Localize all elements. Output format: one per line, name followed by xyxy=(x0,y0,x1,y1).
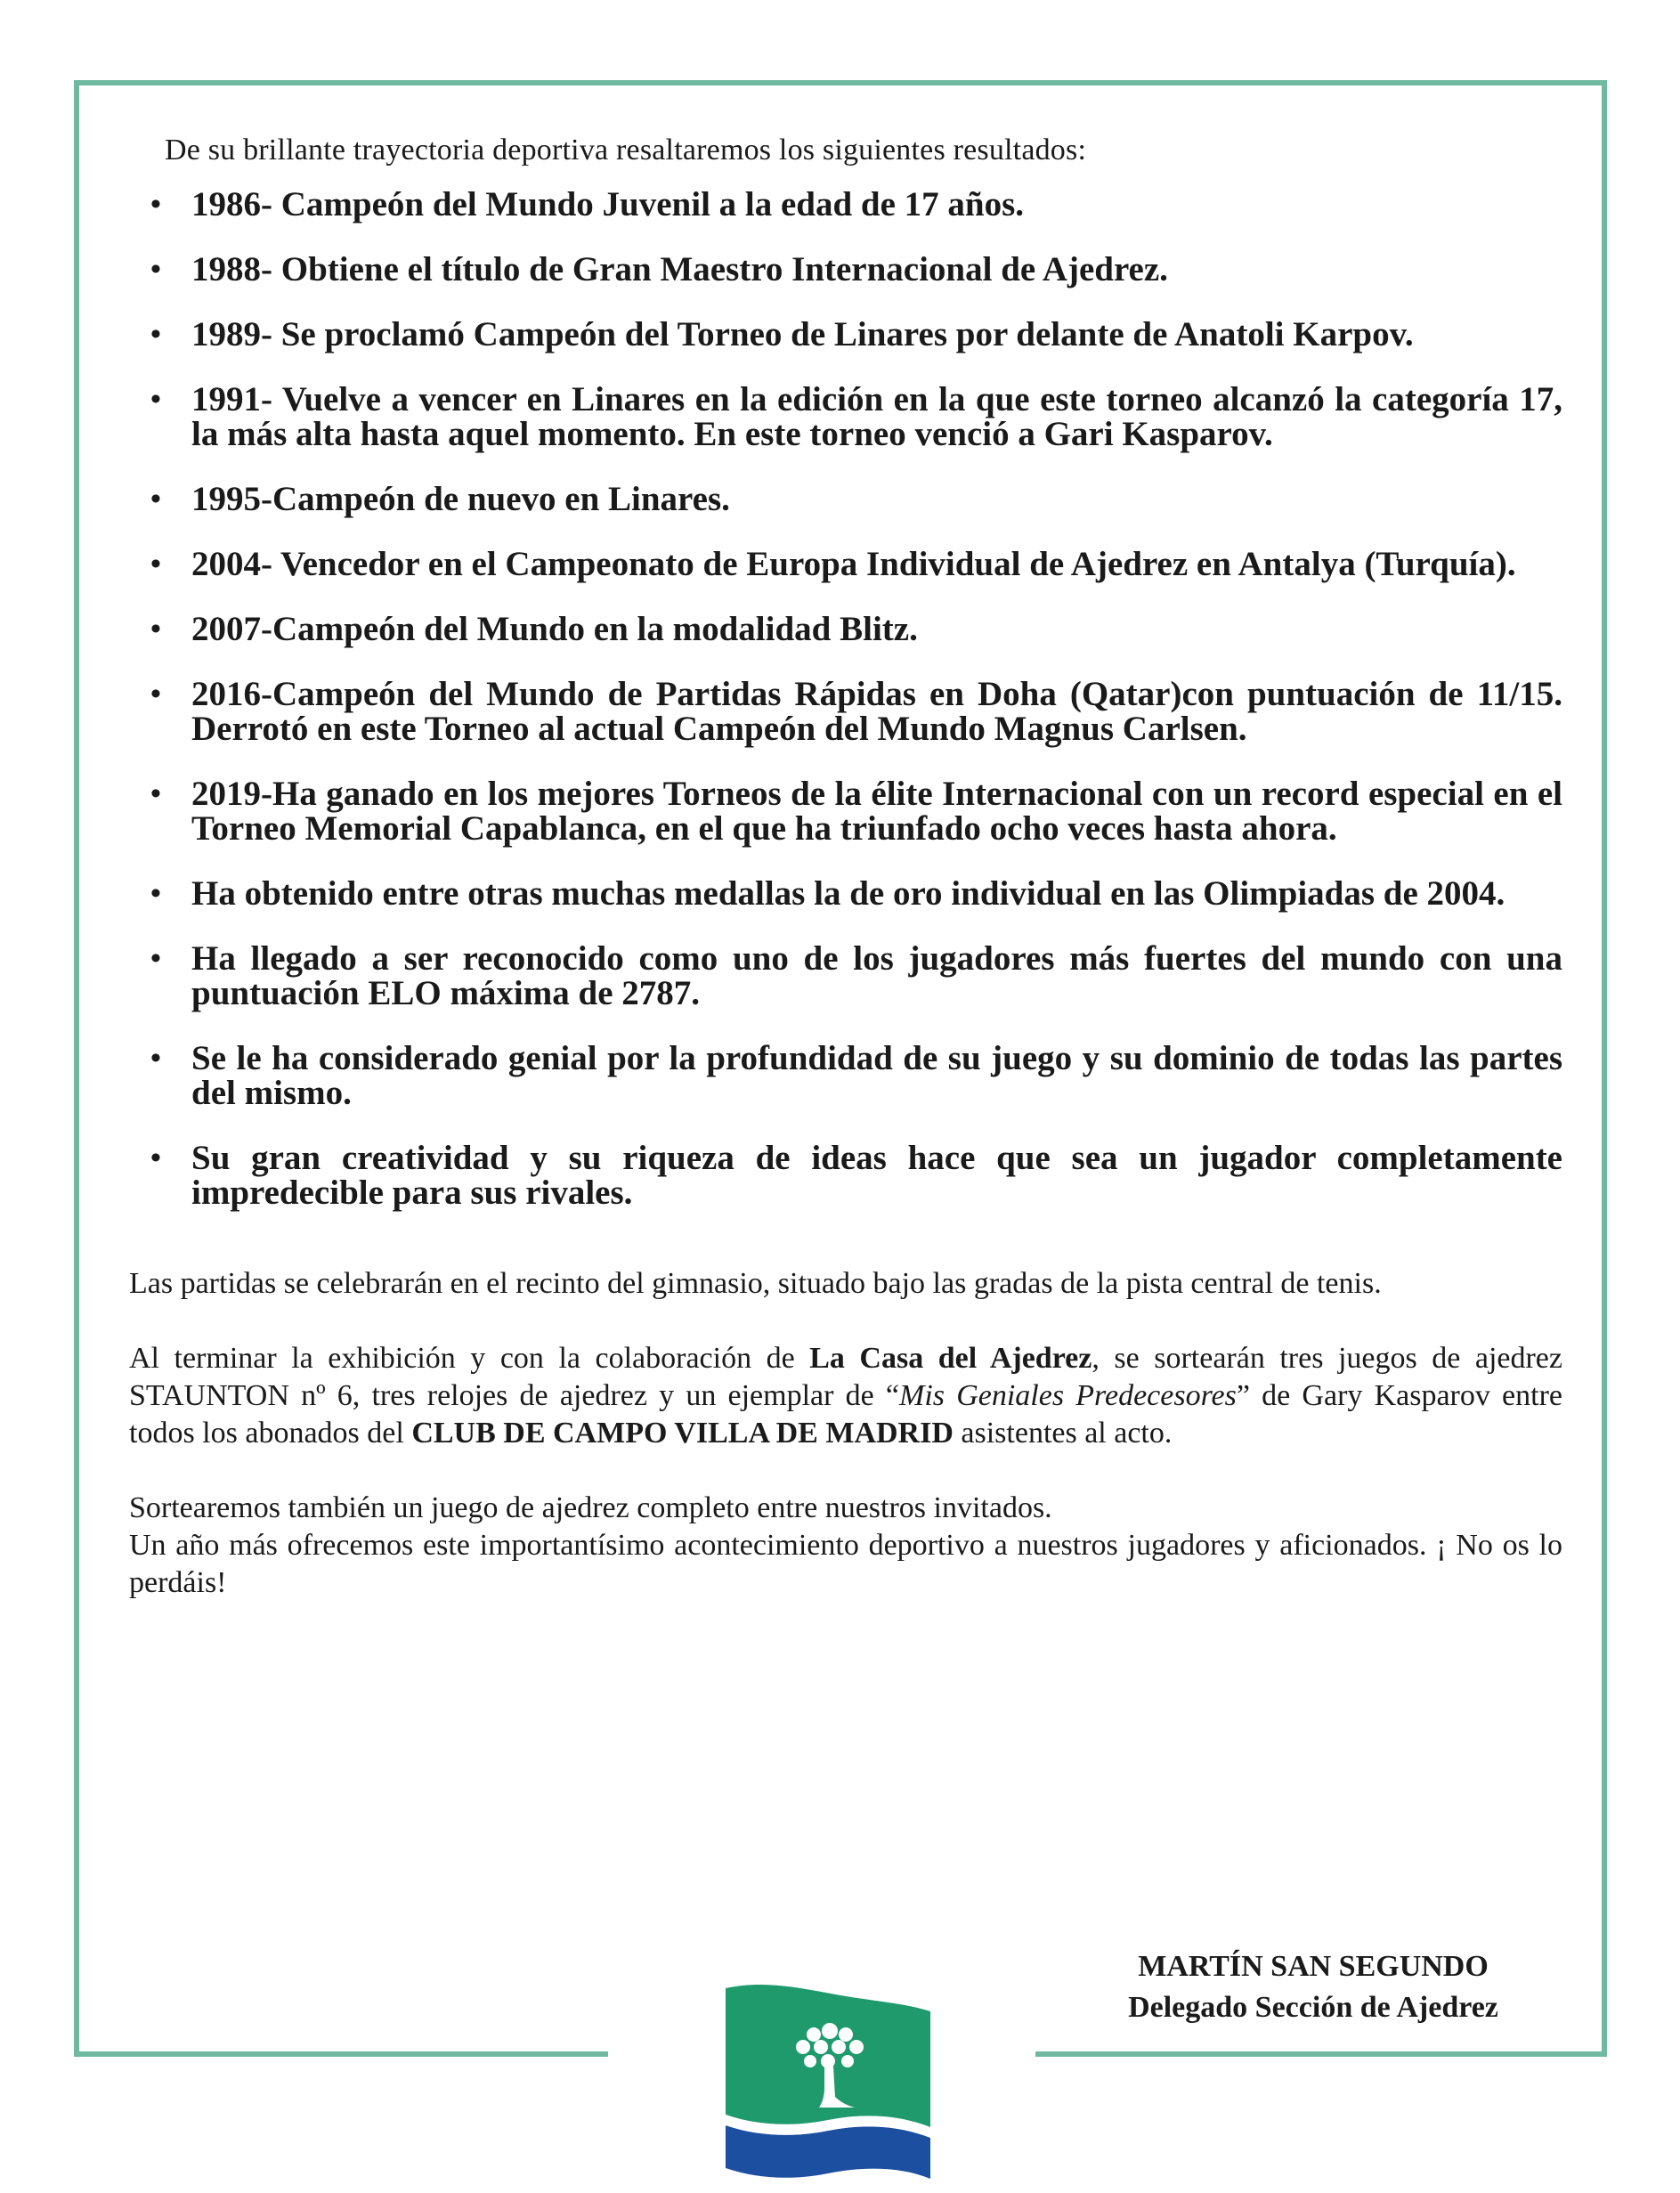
list-item xyxy=(129,382,1562,451)
results-list xyxy=(129,187,1562,1210)
list-item xyxy=(129,547,1562,581)
closing-line-2: Un año más ofrecemos este importantísimo acontecimiento deportivo a nuestros jugadores y aficionados. ¡ No os lo perdáis! xyxy=(129,1529,1562,1599)
result-text: 1991- Vuelve a vencer en Linares en la edición en la que este torneo alcanzó la categoría 17, la más alta hasta aquel momento. En este torneo venció a Gari Kasparov. xyxy=(191,380,1562,453)
venue-paragraph: Las partidas se celebrarán en el recinto del gimnasio, situado bajo las gradas de la pista central de tenis. xyxy=(129,1267,1382,1300)
result-text: Se le ha considerado genial por la profundidad de su juego y su dominio de todas las partes del mismo. xyxy=(191,1039,1562,1112)
raffle-text: asistentes al acto. xyxy=(953,1417,1173,1450)
list-item xyxy=(129,876,1562,911)
frame-top-border xyxy=(74,80,1607,85)
result-text: 2019-Ha ganado en los mejores Torneos de la élite Internacional con un record especial en el Torneo Memorial Capablanca, en el que ha triunfado ocho veces hasta ahora. xyxy=(191,775,1562,848)
signature-name: MARTÍN SAN SEGUNDO xyxy=(1138,1950,1489,1983)
book-title: Mis Geniales Predecesores xyxy=(899,1379,1237,1412)
frame-left-border xyxy=(74,80,79,2057)
result-text: Ha llegado a ser reconocido como uno de los jugadores más fuertes del mundo con una puntuación ELO máxima de 2787. xyxy=(191,939,1562,1012)
list-item xyxy=(129,1141,1562,1210)
list-item xyxy=(129,677,1562,746)
club-name: CLUB DE CAMPO VILLA DE MADRID xyxy=(411,1417,954,1450)
bullet-icon: • xyxy=(150,1141,161,1174)
bullet-icon: • xyxy=(150,613,161,646)
bullet-icon: • xyxy=(150,942,161,975)
intro-text: De su brillante trayectoria deportiva resaltaremos los siguientes resultados: xyxy=(165,134,1087,167)
frame-bottom-left-border xyxy=(74,2051,608,2057)
frame-bottom-right-border xyxy=(1035,2051,1607,2057)
document-body xyxy=(129,134,1562,1602)
closing-line-1: Sortearemos también un juego de ajedrez completo entre nuestros invitados. xyxy=(129,1491,1052,1524)
list-item xyxy=(129,612,1562,646)
result-text: Ha obtenido entre otras muchas medallas la de oro individual en las Olimpiadas de 2004. xyxy=(191,874,1506,913)
raffle-text: ” de Gary Kasparov entre todos los abonados del xyxy=(129,1379,1563,1450)
list-item xyxy=(129,317,1562,352)
result-text: 2007-Campeón del Mundo en la modalidad Blitz. xyxy=(191,610,918,648)
bullet-icon: • xyxy=(150,548,161,581)
list-item xyxy=(129,482,1562,516)
list-item xyxy=(129,252,1562,287)
bullet-icon: • xyxy=(150,318,161,351)
result-text: 1995-Campeón de nuevo en Linares. xyxy=(191,480,730,518)
list-item xyxy=(129,941,1562,1011)
frame-right-border xyxy=(1602,80,1607,2057)
bullet-icon: • xyxy=(150,877,161,910)
result-text: Su gran creatividad y su riqueza de ideas hace que sea un jugador completamente impredecible para sus rivales. xyxy=(191,1139,1562,1212)
raffle-text: Al terminar la exhibición y con la colaboración de xyxy=(129,1342,810,1375)
result-text: 2004- Vencedor en el Campeonato de Europa Individual de Ajedrez en Antalya (Turquía). xyxy=(191,545,1516,583)
bullet-icon: • xyxy=(150,1042,161,1075)
result-text: 1988- Obtiene el título de Gran Maestro Internacional de Ajedrez. xyxy=(191,250,1168,288)
bullet-icon: • xyxy=(150,678,161,711)
bullet-icon: • xyxy=(150,383,161,416)
signature-role: Delegado Sección de Ajedrez xyxy=(1128,1991,1498,2024)
bullet-icon: • xyxy=(150,777,161,810)
raffle-text: , se sortearán tres juegos de ajedrez STAUNTON nº 6, tres relojes de ajedrez y un ejemplar de “ xyxy=(129,1342,1562,1412)
bullet-icon: • xyxy=(150,253,161,286)
club-tree-logo-icon xyxy=(721,1981,935,2186)
result-text: 1989- Se proclamó Campeón del Torneo de Linares por delante de Anatoli Karpov. xyxy=(191,315,1414,353)
raffle-paragraph xyxy=(129,1340,1562,1452)
bullet-icon: • xyxy=(150,188,161,221)
signature-block xyxy=(1082,1950,1545,2025)
result-text: 1986- Campeón del Mundo Juvenil a la edad de 17 años. xyxy=(191,185,1025,223)
sponsor-name: La Casa del Ajedrez xyxy=(809,1342,1092,1375)
logo-blue-wave xyxy=(726,2125,930,2179)
list-item xyxy=(129,776,1562,846)
result-text: 2016-Campeón del Mundo de Partidas Rápidas en Doha (Qatar)con puntuación de 11/15. Derrotó en este Torneo al actual Campeón del Mundo Magnus Carlsen. xyxy=(191,675,1562,748)
list-item xyxy=(129,187,1562,222)
bullet-icon: • xyxy=(150,483,161,516)
list-item xyxy=(129,1041,1562,1110)
